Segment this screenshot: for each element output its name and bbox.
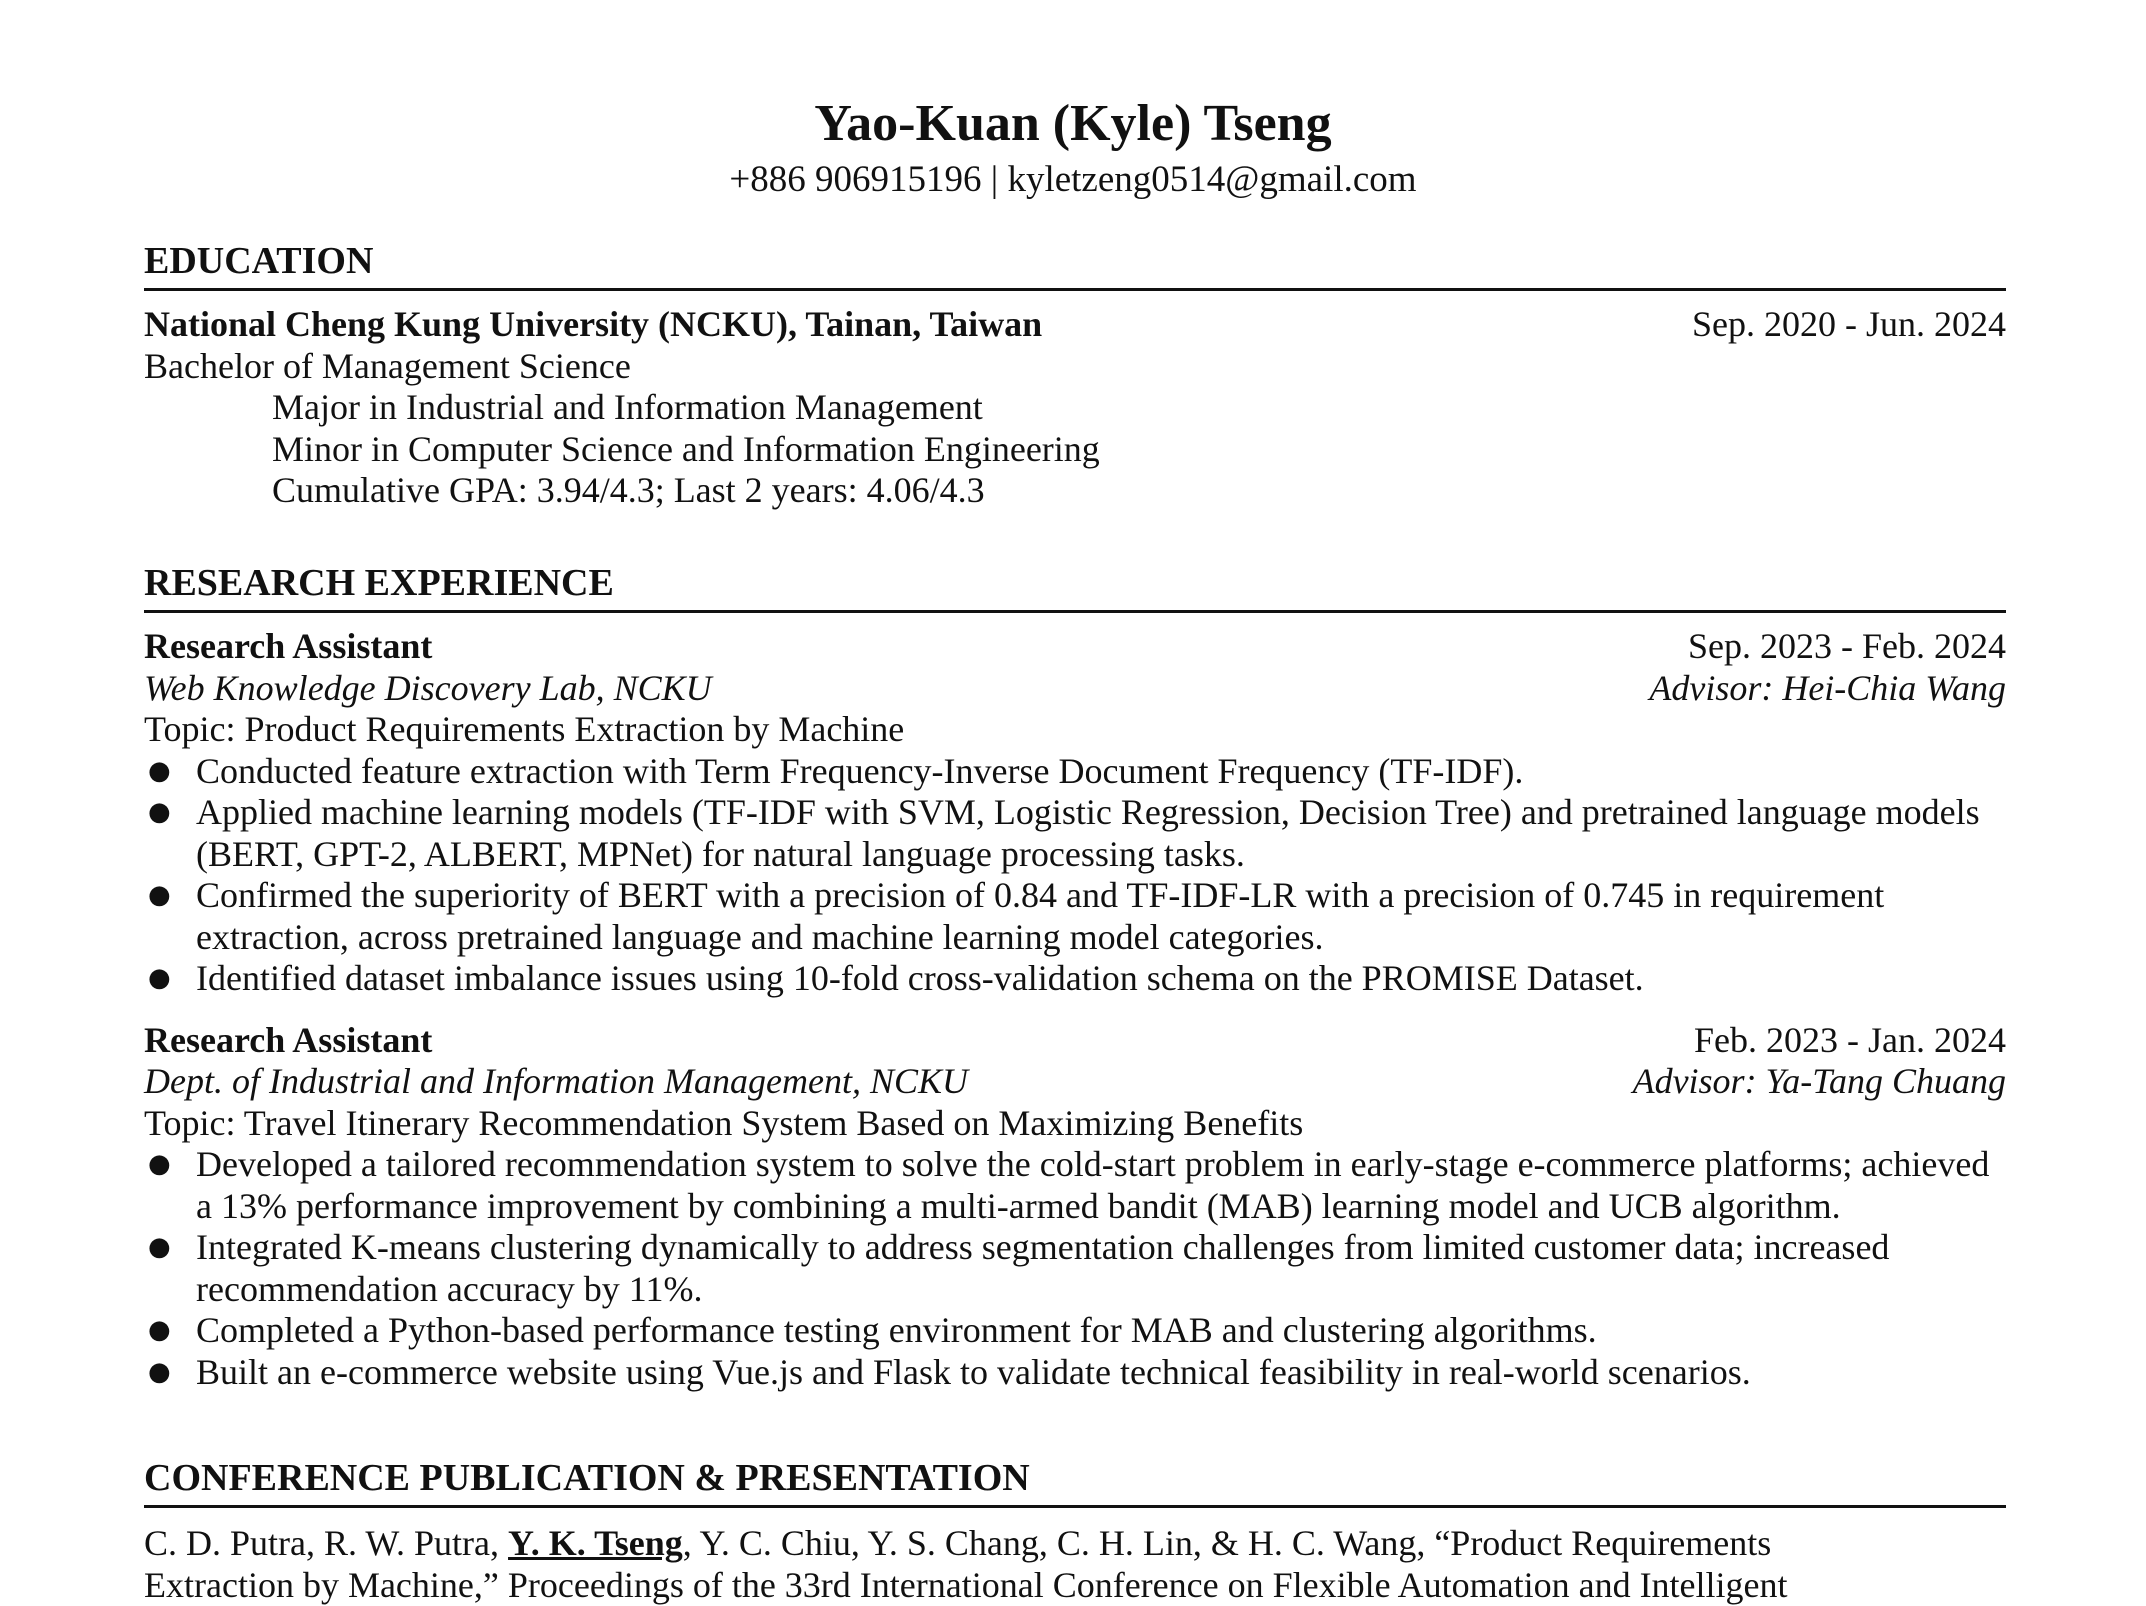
research-topic: Topic: Travel Itinerary Recommendation System Based on Maximizing Benefits [144, 1103, 2006, 1145]
research-org-row [144, 668, 2006, 710]
bullet-item: ● Built an e-commerce website using Vue.js and Flask to validate technical feasibility in real-world scenarios. [144, 1352, 2006, 1394]
education-detail: Major in Industrial and Information Management [144, 387, 2006, 429]
bullet-item: ● Completed a Python-based performance testing environment for MAB and clustering algorithms. [144, 1310, 2006, 1352]
bullet-item: ● Integrated K-means clustering dynamically to address segmentation challenges from limited customer data; increased recommendation accuracy by 11%. [144, 1227, 2006, 1310]
research-advisor: Advisor: Hei-Chia Wang [1649, 668, 2006, 710]
publication-authors-rest: , Y. C. Chiu, Y. S. Chang, C. H. Lin, & H. C. Wang, “Product Requirements [683, 1523, 1771, 1563]
research-heading: RESEARCH EXPERIENCE [144, 558, 2006, 613]
bullet-item: ● Conducted feature extraction with Term Frequency-Inverse Document Frequency (TF-IDF). [144, 751, 2006, 793]
research-org: Dept. of Industrial and Information Management, NCKU [144, 1061, 968, 1103]
research-dates: Feb. 2023 - Jan. 2024 [1694, 1020, 2006, 1062]
education-detail: Minor in Computer Science and Information Engineering [144, 429, 2006, 471]
publication-line [144, 1523, 2006, 1565]
research-entry [144, 626, 2006, 1000]
publications-section [144, 1453, 2006, 1606]
research-role: Research Assistant [144, 1020, 432, 1062]
publications-heading: CONFERENCE PUBLICATION & PRESENTATION [144, 1453, 2006, 1508]
research-entry [144, 1020, 2006, 1394]
education-section [144, 236, 2006, 512]
research-dates: Sep. 2023 - Feb. 2024 [1688, 626, 2006, 668]
research-topic: Topic: Product Requirements Extraction by Machine [144, 709, 2006, 751]
publication-self-author: Y. K. Tseng [508, 1523, 683, 1563]
research-bullets [144, 1144, 2006, 1393]
bullet-item: ● Applied machine learning models (TF-IDF with SVM, Logistic Regression, Decision Tree) and pretrained language models (BERT, GPT-2, ALBERT, MPNet) for natural language processing tasks. [144, 792, 2006, 875]
research-org: Web Knowledge Discovery Lab, NCKU [144, 668, 712, 710]
research-bullets [144, 751, 2006, 1000]
bullet-item: ● Identified dataset imbalance issues using 10-fold cross-validation schema on the PROMISE Dataset. [144, 958, 2006, 1000]
publication-entry [144, 1523, 2006, 1606]
research-role: Research Assistant [144, 626, 432, 668]
research-role-row [144, 626, 2006, 668]
research-section [144, 558, 2006, 1393]
education-heading: EDUCATION [144, 236, 2006, 291]
research-org-row [144, 1061, 2006, 1103]
contact-line: +886 906915196 | kyletzeng0514@gmail.com [0, 156, 2146, 204]
education-school-row [144, 304, 2006, 346]
publication-line: Extraction by Machine,” Proceedings of the 33rd International Conference on Flexible Automation and Intelligent [144, 1565, 2006, 1606]
candidate-name: Yao-Kuan (Kyle) Tseng [0, 92, 2146, 156]
degree: Bachelor of Management Science [144, 346, 2006, 388]
education-detail: Cumulative GPA: 3.94/4.3; Last 2 years: 4.06/4.3 [144, 470, 2006, 512]
research-role-row [144, 1020, 2006, 1062]
research-advisor: Advisor: Ya-Tang Chuang [1633, 1061, 2006, 1103]
school-name: National Cheng Kung University (NCKU), Tainan, Taiwan [144, 304, 1042, 346]
publication-authors: C. D. Putra, R. W. Putra, [144, 1523, 508, 1563]
bullet-item: ● Confirmed the superiority of BERT with a precision of 0.84 and TF-IDF-LR with a precision of 0.745 in requirement extraction, across pretrained language and machine learning model categories. [144, 875, 2006, 958]
education-dates: Sep. 2020 - Jun. 2024 [1692, 304, 2006, 346]
bullet-item: ● Developed a tailored recommendation system to solve the cold-start problem in early-stage e-commerce platforms; achieved a 13% performance improvement by combining a multi-armed bandit (MAB) learning model and UCB algorithm. [144, 1144, 2006, 1227]
resume-header [0, 92, 2146, 204]
